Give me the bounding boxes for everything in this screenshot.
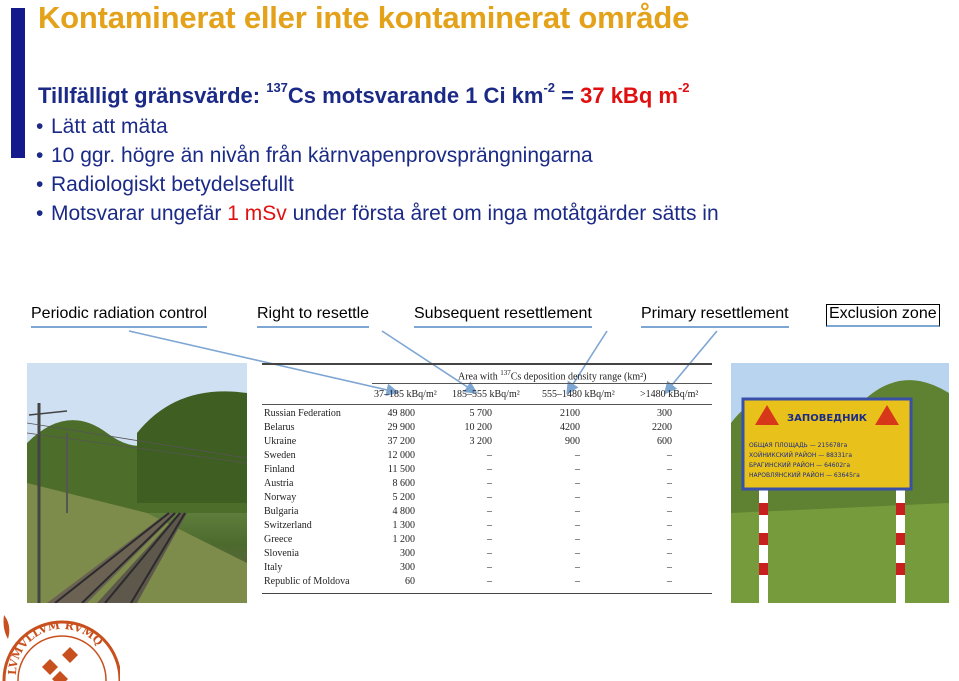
table-cell: – bbox=[487, 464, 492, 475]
table-cell: – bbox=[487, 506, 492, 517]
table-cell: 1 200 bbox=[392, 534, 415, 545]
table-cell-country: Greece bbox=[264, 534, 293, 545]
bullet-text-pre: Motsvarar ungefär bbox=[51, 202, 228, 225]
table-cell: 3 200 bbox=[469, 436, 492, 447]
table-cell: – bbox=[667, 534, 672, 545]
table-cell: – bbox=[667, 506, 672, 517]
seal-text: LVMVLLVM RVMQ bbox=[5, 618, 106, 676]
headline-mid: Cs motsvarande 1 Ci km bbox=[287, 83, 544, 108]
table-caption bbox=[458, 369, 646, 382]
table-caption-post: Cs deposition density range (km²) bbox=[510, 371, 647, 383]
bullet-text-dose: 1 mSv bbox=[227, 202, 287, 225]
table-row bbox=[262, 548, 712, 562]
table-cell: 4200 bbox=[560, 422, 580, 433]
bullet-dot: • bbox=[36, 202, 44, 225]
table-row bbox=[262, 576, 712, 590]
table-cell: 60 bbox=[405, 576, 415, 587]
table-row bbox=[262, 436, 712, 450]
table-cell: 1 300 bbox=[392, 520, 415, 531]
table-cell-country: Finland bbox=[264, 464, 295, 475]
category-right-to-resettle: Right to resettle bbox=[257, 305, 369, 328]
table-cell: – bbox=[667, 450, 672, 461]
table-cell: 300 bbox=[400, 548, 415, 559]
bullet-dot: • bbox=[36, 173, 44, 196]
headline-prefix: Tillfälligt gränsvärde: bbox=[38, 83, 267, 108]
bullet-text: Radiologiskt betydelsefullt bbox=[51, 173, 294, 196]
table-cell-country: Norway bbox=[264, 492, 297, 503]
table-cell: – bbox=[667, 492, 672, 503]
table-row bbox=[262, 562, 712, 576]
exponent-2: -2 bbox=[677, 80, 690, 95]
table-row bbox=[262, 492, 712, 506]
table-cell: 5 200 bbox=[392, 492, 415, 503]
sign-line: ХОЙНИКСКИЙ РАЙОН — 88331га bbox=[749, 452, 853, 459]
table-cell: – bbox=[487, 520, 492, 531]
table-cell: 12 000 bbox=[387, 450, 415, 461]
table-header: 185–555 kBq/m² bbox=[452, 389, 520, 400]
table-cell: – bbox=[575, 548, 580, 559]
table-cell: – bbox=[487, 478, 492, 489]
table-cell: – bbox=[575, 520, 580, 531]
sign-line: ОБЩАЯ ПЛОЩАДЬ — 215678га bbox=[749, 442, 848, 449]
table-cell-country: Belarus bbox=[264, 422, 295, 433]
table-header-rule bbox=[262, 404, 712, 405]
table-cell: – bbox=[575, 576, 580, 587]
table-row bbox=[262, 506, 712, 520]
table-cell: – bbox=[667, 562, 672, 573]
table-caption-isotope: 137 bbox=[500, 369, 511, 377]
bullet-text: 10 ggr. högre än nivån från kärnvapenprovsprängningarna bbox=[51, 144, 593, 167]
table-caption-pre: Area with bbox=[458, 371, 501, 383]
table-cell: 2100 bbox=[560, 408, 580, 419]
table-cell: 300 bbox=[657, 408, 672, 419]
table-cell: 29 900 bbox=[387, 422, 415, 433]
exclusion-sign-illustration bbox=[731, 363, 949, 603]
bullet-dot: • bbox=[36, 115, 44, 138]
slide-title: Kontaminerat eller inte kontaminerat område bbox=[38, 0, 690, 35]
table-rule bbox=[372, 383, 712, 384]
table-cell-country: Italy bbox=[264, 562, 283, 573]
table-cell: – bbox=[575, 478, 580, 489]
table-cell-country: Ukraine bbox=[264, 436, 297, 447]
table-cell: 4 800 bbox=[392, 506, 415, 517]
table-row bbox=[262, 422, 712, 436]
table-cell: – bbox=[487, 576, 492, 587]
table-row bbox=[262, 464, 712, 478]
table-cell: – bbox=[487, 548, 492, 559]
sign-line: БРАГИНСКИЙ РАЙОН — 64602га bbox=[749, 462, 851, 469]
category-subsequent-resettlement: Subsequent resettlement bbox=[414, 305, 592, 328]
table-cell: 900 bbox=[565, 436, 580, 447]
table-cell: 2200 bbox=[652, 422, 672, 433]
category-primary-resettlement: Primary resettlement bbox=[641, 305, 789, 328]
bullet-text: Lätt att mäta bbox=[51, 115, 168, 138]
table-row bbox=[262, 520, 712, 534]
table-header: >1480 kBq/m² bbox=[640, 389, 699, 400]
university-seal-logo bbox=[0, 575, 120, 681]
table-cell: – bbox=[487, 492, 492, 503]
table-cell: 37 200 bbox=[387, 436, 415, 447]
table-cell: 8 600 bbox=[392, 478, 415, 489]
table-cell: 5 700 bbox=[469, 408, 492, 419]
table-cell: 300 bbox=[400, 562, 415, 573]
table-cell: – bbox=[667, 576, 672, 587]
table-cell: 600 bbox=[657, 436, 672, 447]
table-row bbox=[262, 450, 712, 464]
table-cell: – bbox=[667, 464, 672, 475]
isotope-mass: 137 bbox=[266, 80, 288, 95]
table-cell-country: Republic of Moldova bbox=[264, 576, 350, 587]
bullet-dot: • bbox=[36, 144, 44, 167]
headline-value: 37 kBq m bbox=[580, 83, 678, 108]
table-row bbox=[262, 478, 712, 492]
table-cell: – bbox=[575, 562, 580, 573]
headline-equals: = bbox=[555, 83, 581, 108]
table-cell: – bbox=[487, 450, 492, 461]
table-cell: – bbox=[667, 548, 672, 559]
table-cell: – bbox=[575, 534, 580, 545]
table-cell-country: Switzerland bbox=[264, 520, 312, 531]
table-cell: – bbox=[575, 450, 580, 461]
table-cell: – bbox=[487, 562, 492, 573]
table-cell-country: Slovenia bbox=[264, 548, 299, 559]
bullet-text-post: under första året om inga motåtgärder sätts in bbox=[286, 202, 719, 225]
photo-railway bbox=[27, 363, 247, 603]
railway-illustration bbox=[27, 363, 247, 603]
table-cell: – bbox=[575, 464, 580, 475]
table-cell-country: Bulgaria bbox=[264, 506, 299, 517]
table-cell: – bbox=[487, 534, 492, 545]
table-cell: 10 200 bbox=[464, 422, 492, 433]
sign-line: НАРОВЛЯНСКИЙ РАЙОН — 63645га bbox=[749, 472, 860, 479]
table-row bbox=[262, 534, 712, 548]
table-row bbox=[262, 408, 712, 422]
table-header: 37–185 kBq/m² bbox=[374, 389, 437, 400]
table-cell: 11 500 bbox=[387, 464, 415, 475]
photo-exclusion-sign bbox=[731, 363, 949, 603]
table-cell-country: Sweden bbox=[264, 450, 296, 461]
table-cell: – bbox=[667, 520, 672, 531]
table-header: 555–1480 kBq/m² bbox=[542, 389, 615, 400]
exponent-1: -2 bbox=[543, 80, 556, 95]
deposition-table bbox=[262, 363, 712, 594]
table-cell: – bbox=[575, 492, 580, 503]
table-cell: – bbox=[575, 506, 580, 517]
category-exclusion-zone: Exclusion zone bbox=[826, 304, 940, 327]
category-periodic-control: Periodic radiation control bbox=[31, 305, 207, 328]
table-cell-country: Austria bbox=[264, 478, 294, 489]
table-cell-country: Russian Federation bbox=[264, 408, 341, 419]
sign-title: ЗАПОВЕДНИК bbox=[787, 413, 867, 424]
table-cell: 49 800 bbox=[387, 408, 415, 419]
table-cell: – bbox=[667, 478, 672, 489]
